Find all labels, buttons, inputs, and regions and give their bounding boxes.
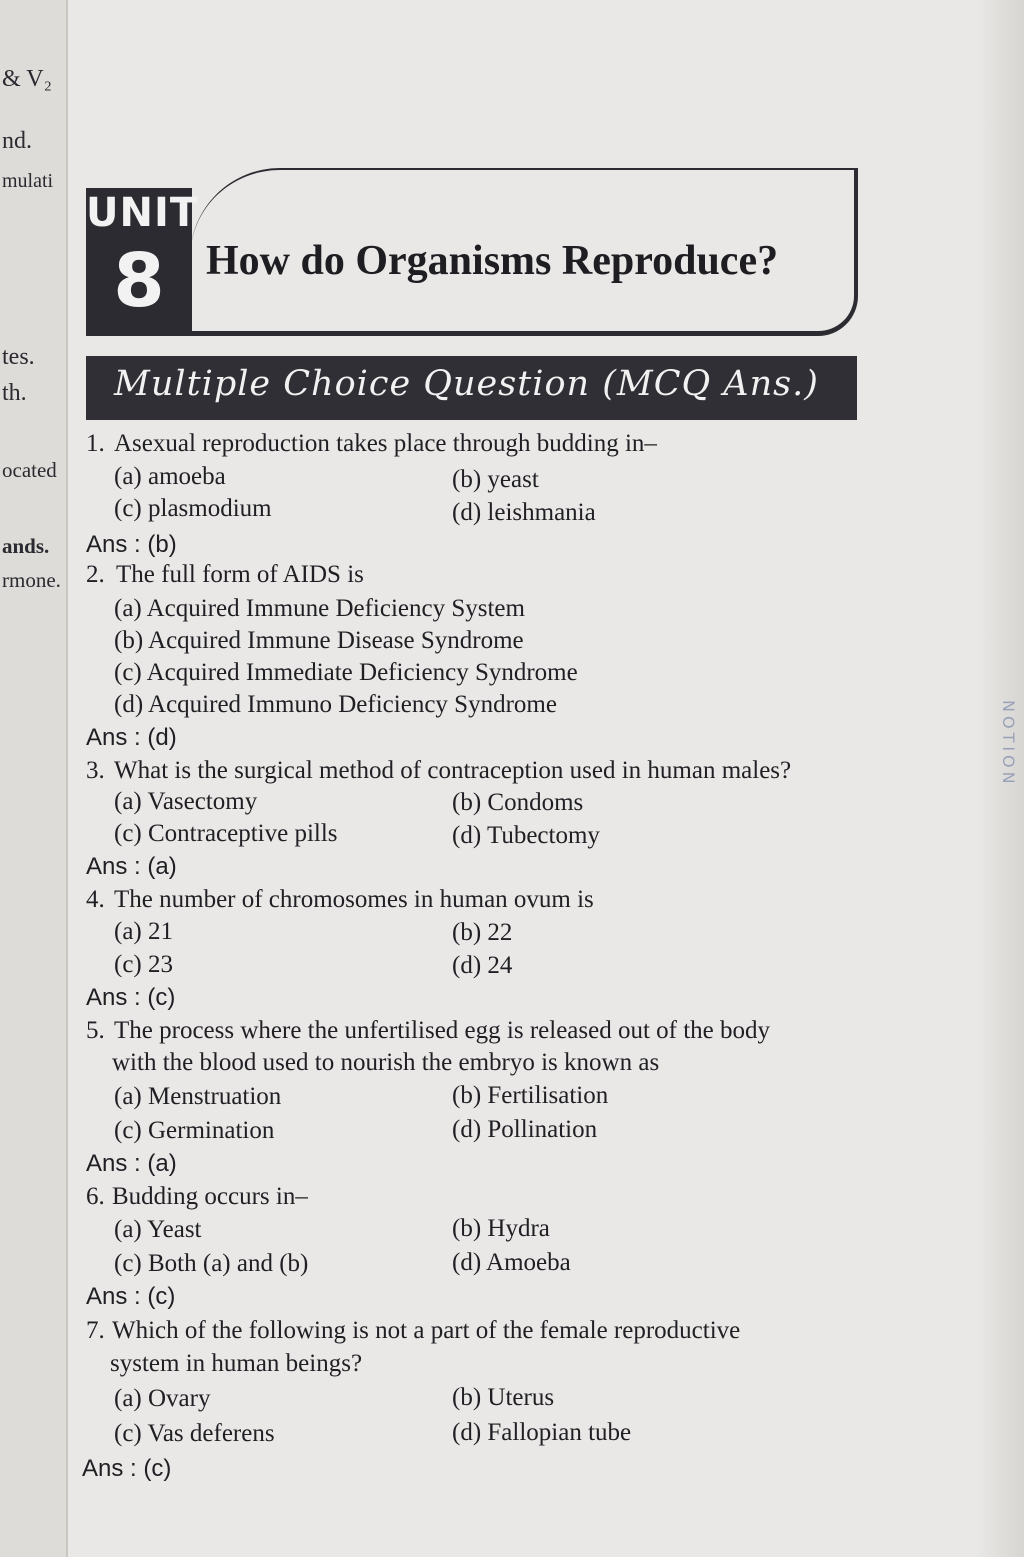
margin-word: ands. xyxy=(2,534,50,558)
question-text: Budding occurs in– xyxy=(112,1183,308,1210)
option-c: (c) Contraceptive pills xyxy=(114,820,338,847)
margin-word: nd. xyxy=(2,128,32,154)
answer: Ans : (c) xyxy=(86,984,176,1011)
question-text: Asexual reproduction takes place through budding in– xyxy=(114,430,657,457)
option-b: (b) Condoms xyxy=(452,789,584,816)
section-banner-text: Multiple Choice Question (MCQ Ans.) xyxy=(114,364,819,404)
unit-number: 8 xyxy=(113,238,165,324)
option-b: (b) Uterus xyxy=(452,1384,555,1411)
option-a: (a) Menstruation xyxy=(114,1083,282,1110)
question-number: 3. xyxy=(86,757,105,784)
margin-word: mulati xyxy=(2,170,54,192)
option-c: (c) plasmodium xyxy=(114,495,272,522)
option-a: (a) Acquired Immune Deficiency System xyxy=(114,595,525,622)
option-c: (c) Both (a) and (b) xyxy=(114,1250,309,1277)
margin-word: & V₂ xyxy=(2,66,52,92)
option-c: (c) Germination xyxy=(114,1117,275,1144)
option-a: (a) amoeba xyxy=(114,463,226,490)
question-text-continued: system in human beings? xyxy=(110,1350,363,1377)
section-banner xyxy=(86,356,857,420)
bleed-through-text: NOTION xyxy=(999,700,1018,788)
answer: Ans : (a) xyxy=(86,853,177,880)
option-b: (b) 22 xyxy=(452,919,513,946)
question-text: The number of chromosomes in human ovum is xyxy=(114,886,594,913)
answer: Ans : (a) xyxy=(86,1150,177,1177)
question-number: 2. xyxy=(86,561,105,588)
question-text-continued: with the blood used to nourish the embryo is known as xyxy=(112,1049,660,1076)
chapter-title: How do Organisms Reproduce? xyxy=(206,238,779,284)
question-number: 6. xyxy=(86,1183,105,1210)
option-b: (b) Acquired Immune Disease Syndrome xyxy=(114,627,524,654)
question-number: 7. xyxy=(86,1317,105,1344)
option-d: (d) Pollination xyxy=(452,1116,598,1143)
question-text: What is the surgical method of contraception used in human males? xyxy=(114,757,792,784)
option-c: (c) 23 xyxy=(114,951,173,978)
adjacent-page-margin xyxy=(0,0,68,1557)
question-text: The process where the unfertilised egg is released out of the body xyxy=(114,1017,771,1044)
option-c: (c) Acquired Immediate Deficiency Syndrome xyxy=(114,659,578,686)
option-d: (d) 24 xyxy=(452,952,513,979)
option-d: (d) Fallopian tube xyxy=(452,1419,632,1446)
question-text: Which of the following is not a part of the female reproductive xyxy=(112,1317,741,1344)
question-number: 5. xyxy=(86,1017,105,1044)
option-d: (d) leishmania xyxy=(452,499,596,526)
option-a: (a) Vasectomy xyxy=(114,788,258,815)
option-d: (d) Amoeba xyxy=(452,1249,571,1276)
answer: Ans : (b) xyxy=(86,531,177,558)
margin-word: ocated xyxy=(2,458,57,482)
question-number: 1. xyxy=(86,430,105,457)
answer: Ans : (c) xyxy=(82,1455,172,1482)
option-d: (d) Tubectomy xyxy=(452,822,600,849)
answer: Ans : (c) xyxy=(86,1283,176,1310)
margin-word: tes. xyxy=(2,344,35,370)
answer: Ans : (d) xyxy=(86,724,177,751)
option-a: (a) Yeast xyxy=(114,1216,202,1243)
option-b: (b) Fertilisation xyxy=(452,1082,609,1109)
margin-word: th. xyxy=(2,380,27,406)
option-c: (c) Vas deferens xyxy=(114,1420,275,1447)
option-a: (a) 21 xyxy=(114,918,173,945)
question-text: The full form of AIDS is xyxy=(116,561,364,588)
option-d: (d) Acquired Immuno Deficiency Syndrome xyxy=(114,691,557,718)
option-b: (b) yeast xyxy=(452,466,539,493)
question-number: 4. xyxy=(86,886,105,913)
unit-label: UNIT xyxy=(86,190,199,236)
margin-word: rmone. xyxy=(2,568,61,592)
option-a: (a) Ovary xyxy=(114,1385,211,1412)
option-b: (b) Hydra xyxy=(452,1215,550,1242)
